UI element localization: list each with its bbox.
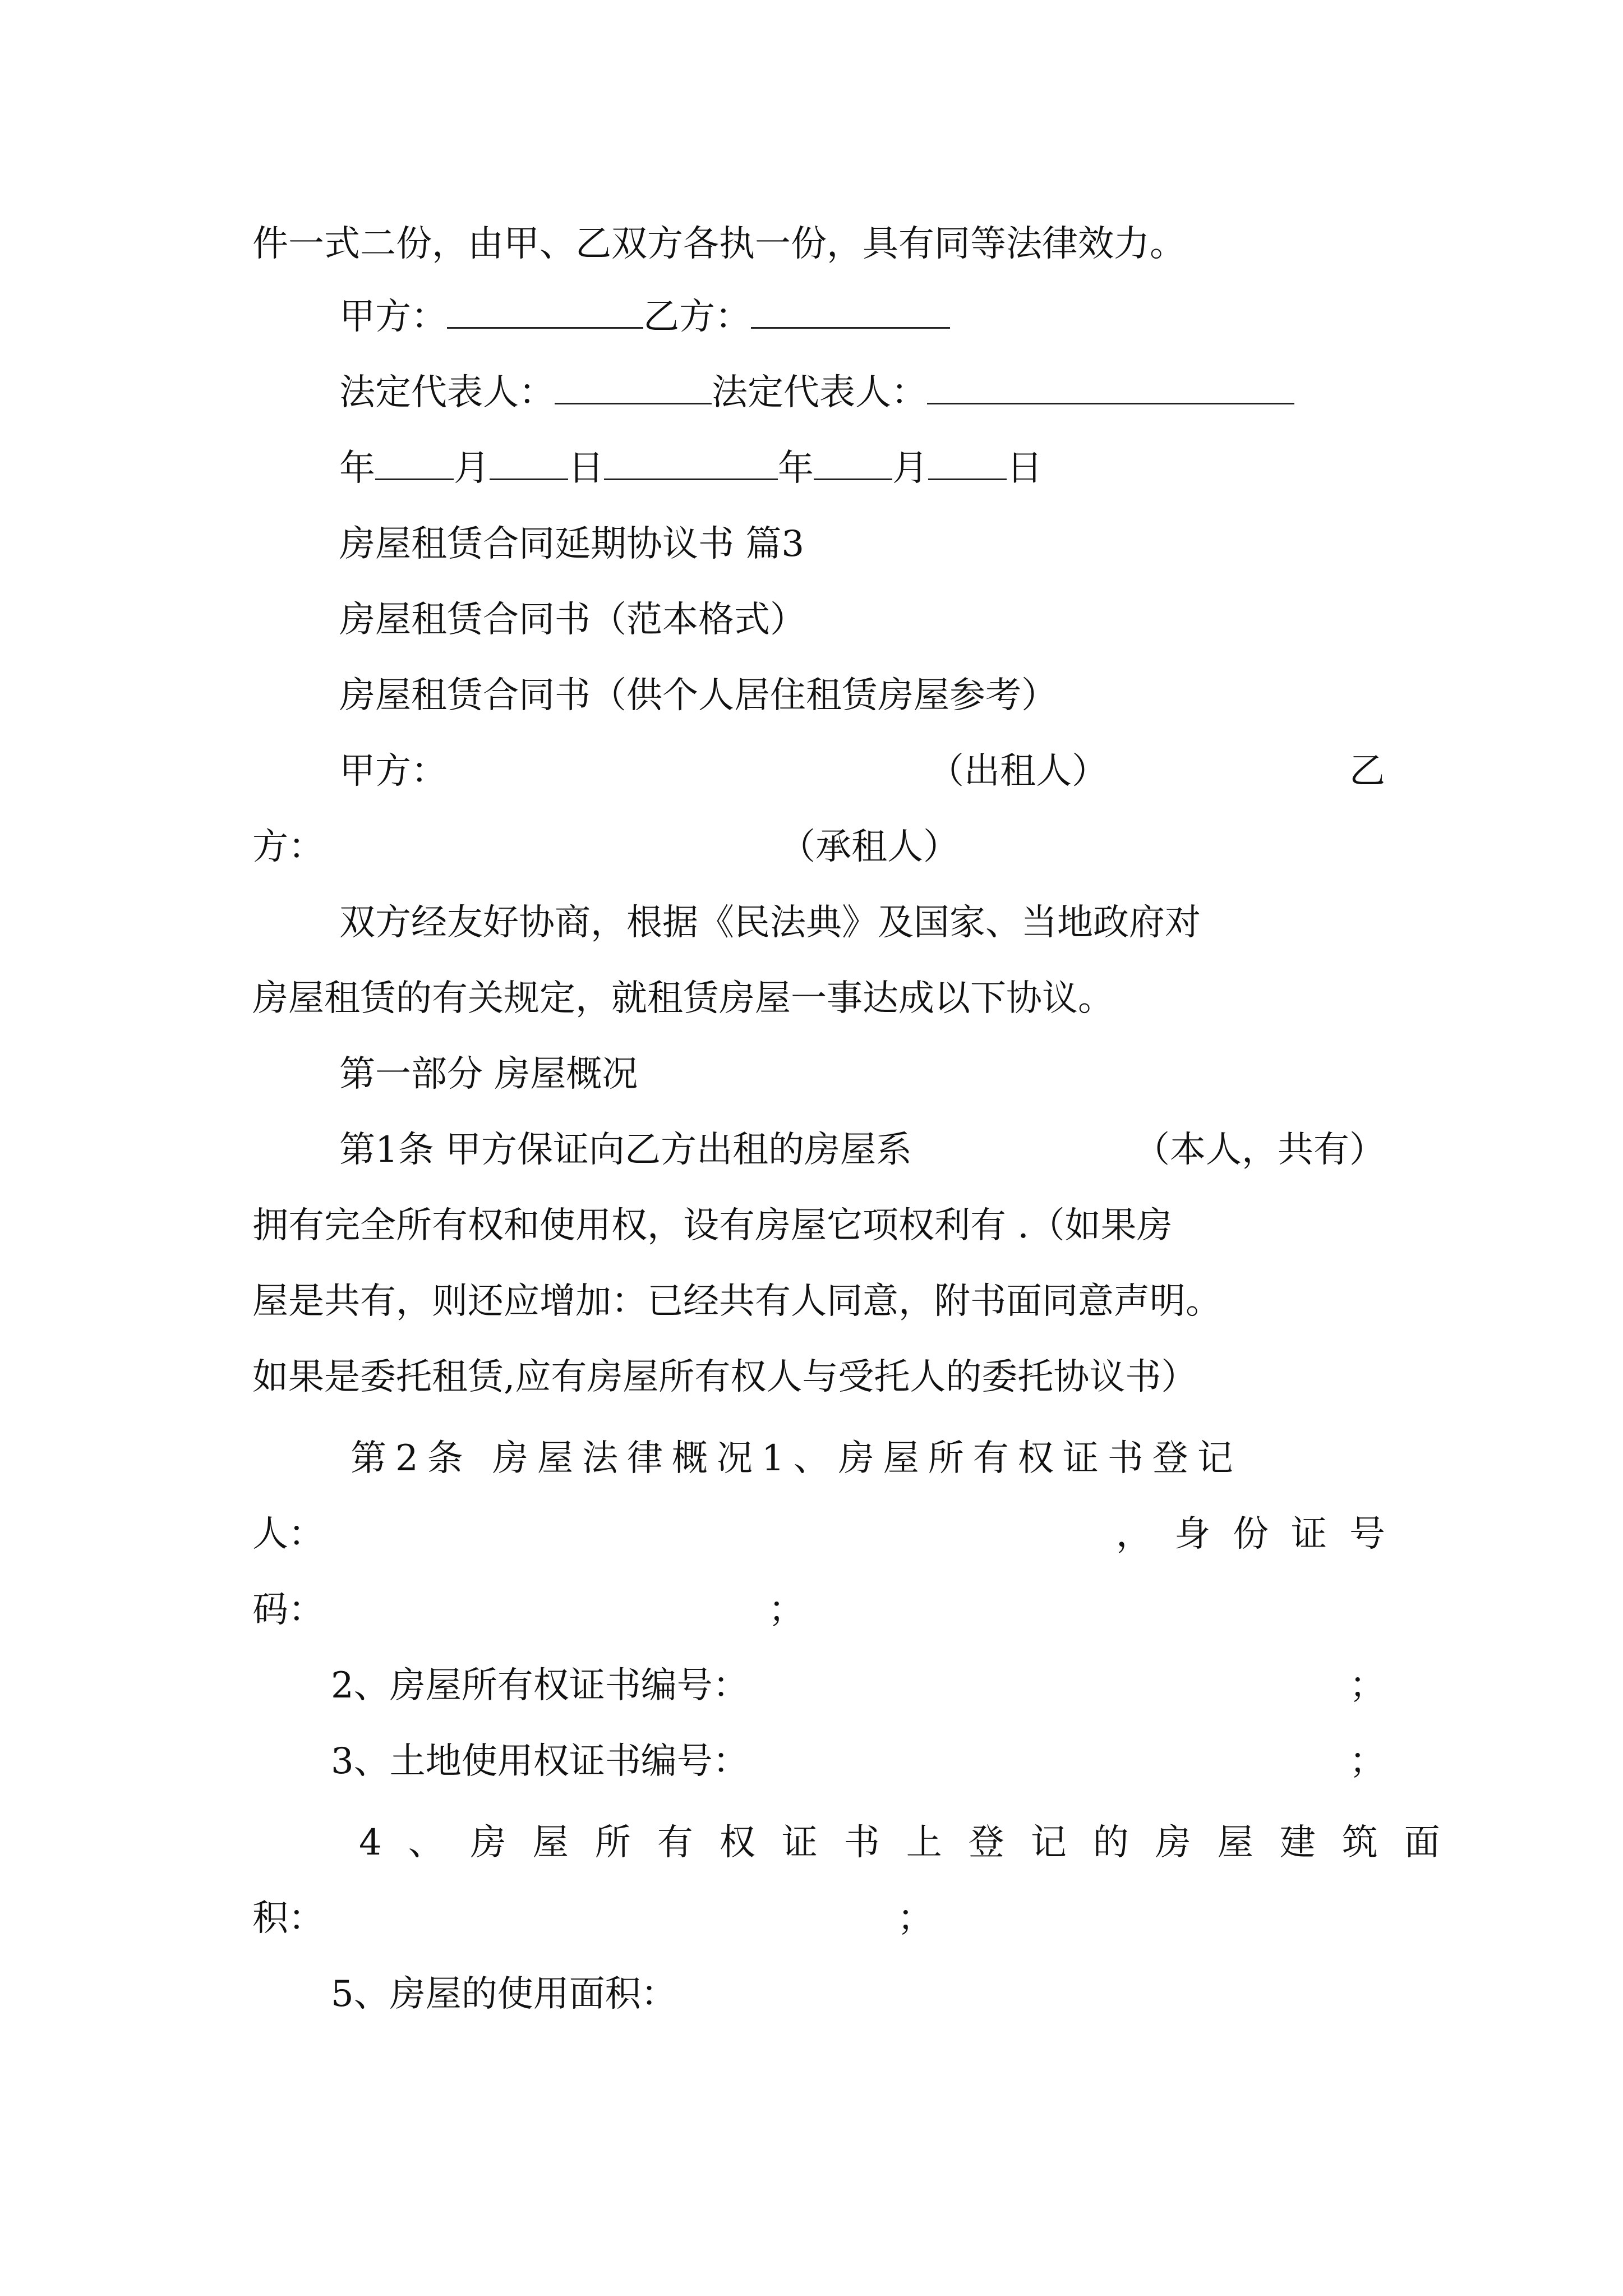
land-cert-end: ； [1349,1741,1385,1782]
month-label-b: 月 [892,448,928,489]
day-b-blank [928,444,1007,480]
article-2-line: 第2条 房屋法律概况1、房屋所有权证书登记 [351,1438,1242,1479]
contract-subtitle: 房屋租赁合同书（供个人居住租赁房屋参考） [339,675,1057,716]
party-b-label-2: 方： [252,826,324,868]
id-number-label: ，身份证号 [1116,1513,1408,1555]
day-a-blank [490,444,568,480]
land-cert-label: 3、土地使用权证书编号： [331,1741,749,1782]
year-label-b: 年 [778,448,814,489]
article-1-line [339,1125,1385,1175]
month-label-a: 月 [454,448,490,489]
lessee-line [252,822,1385,872]
year-label-a: 年 [339,448,375,489]
party-a-label: 甲方： [339,296,447,338]
ownership-cert-label: 2、房屋所有权证书编号： [331,1665,749,1706]
id-code-label: 码： [252,1589,324,1631]
lessor-line [339,746,1385,797]
lessor-role: （出租人） [928,751,1108,792]
signature-line-parties [339,292,1385,342]
month-a-blank [375,444,454,480]
area-label: 积： [252,1898,324,1939]
gap-blank [604,444,778,480]
contract-title: 房屋租赁合同书（范本格式） [339,599,806,641]
party-b-char: 乙 [1349,751,1385,792]
month-b-blank [814,444,892,480]
land-cert-line [331,1736,1385,1787]
part-one-heading: 第一部分 房屋概况 [339,1053,638,1095]
signature-line-representatives [339,367,1385,418]
id-code-line [252,1585,1385,1635]
party-a-blank [447,292,643,329]
registrant-label: 人： [252,1513,324,1555]
text-line-16: 如果是委托租赁,应有房屋所有权人与受托人的委托协议书） [252,1356,1197,1398]
date-line [339,443,1385,494]
area-end: ； [897,1898,933,1939]
rep-a-blank [555,368,712,404]
party-b-blank [751,292,950,329]
ownership-cert-line [331,1660,1385,1711]
day-label-a: 日 [568,448,604,489]
text-line-14: 拥有完全所有权和使用权，设有房屋它项权利有 .（如果房 [252,1205,1173,1246]
area-line [252,1893,1385,1944]
text-line-11: 房屋租赁的有关规定，就租赁房屋一事达成以下协议。 [252,978,1114,1019]
building-area-line: 4、房屋所有权证书上登记的房屋建筑面 [359,1822,1467,1864]
rep-b-blank [927,368,1294,404]
usable-area-line: 5、房屋的使用面积： [331,1973,677,2015]
party-b-label: 乙方： [643,296,751,338]
id-code-end: ； [768,1589,804,1631]
lessee-role: （承租人） [780,826,959,868]
rep-a-label: 法定代表人： [339,372,555,413]
article-1-note: （本人，共有） [1134,1129,1385,1171]
article-1-text: 第1条 甲方保证向乙方出租的房屋系 [339,1129,912,1171]
text-line-15: 屋是共有，则还应增加：已经共有人同意，附书面同意声明。 [252,1281,1221,1322]
text-line-1: 件一式二份，由甲、乙双方各执一份，具有同等法律效力。 [252,223,1186,265]
party-a-label-2: 甲方： [339,751,447,792]
text-line-10: 双方经友好协商，根据《民法典》及国家、当地政府对 [339,902,1201,944]
day-label-b: 日 [1007,448,1043,489]
rep-b-label: 法定代表人： [712,372,927,413]
registrant-line [252,1509,1408,1559]
section-heading: 房屋租赁合同延期协议书 篇3 [339,523,805,565]
ownership-cert-end: ； [1349,1665,1385,1706]
